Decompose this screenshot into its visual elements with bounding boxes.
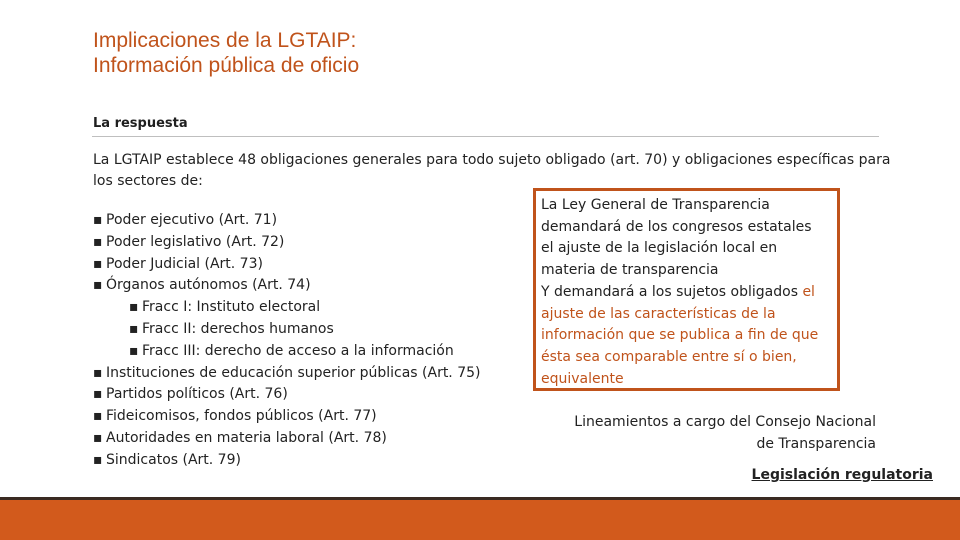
bullet-square-icon: ▪ (93, 233, 103, 250)
list-item-text: Instituciones de educación superior públicas (Art. 75) (106, 364, 481, 381)
lineamientos-note (546, 412, 876, 455)
bullet-square-icon: ▪ (93, 255, 103, 272)
bullet-square-icon: ▪ (93, 386, 103, 403)
list-item (93, 363, 481, 385)
list-item (93, 384, 481, 406)
callout-highlight-line: ajuste de las características de la (541, 305, 776, 322)
callout-box (533, 188, 840, 391)
list-item (93, 254, 481, 276)
list-item-text: Partidos políticos (Art. 76) (106, 386, 288, 403)
list-item-text: Poder legislativo (Art. 72) (106, 233, 285, 250)
bullet-square-icon: ▪ (93, 408, 103, 425)
subheading-divider (92, 136, 879, 137)
bullet-square-icon: ▪ (129, 320, 139, 337)
sector-bullet-list (93, 210, 481, 472)
list-item-text: Fracc I: Instituto electoral (142, 299, 321, 316)
callout-line: el ajuste de la legislación local en (541, 240, 778, 257)
callout-highlight-line: equivalente (541, 370, 624, 387)
list-item (93, 450, 481, 472)
bullet-square-icon: ▪ (93, 277, 103, 294)
bullet-square-icon: ▪ (93, 429, 103, 446)
callout-line: demandará de los congresos estatales (541, 218, 812, 235)
section-subheading: La respuesta (93, 116, 188, 131)
lineamientos-line-2: de Transparencia (756, 435, 876, 452)
sub-list-item (93, 297, 481, 319)
lineamientos-line-1: Lineamientos a cargo del Consejo Nacional (574, 414, 876, 430)
callout-highlight-line: ésta sea comparable entre sí o bien, (541, 348, 797, 365)
bullet-square-icon: ▪ (129, 342, 139, 359)
list-item-text: Poder ejecutivo (Art. 71) (106, 212, 278, 228)
list-item-text: Fracc III: derecho de acceso a la información (142, 342, 454, 359)
bullet-square-icon: ▪ (93, 364, 103, 381)
sub-list-item (93, 341, 481, 363)
callout-line: materia de transparencia (541, 262, 719, 279)
sub-list-item (93, 319, 481, 341)
callout-highlight: el (802, 283, 815, 300)
list-item-text: Sindicatos (Art. 79) (106, 451, 241, 468)
callout-line (541, 282, 837, 304)
bullet-square-icon: ▪ (129, 299, 139, 316)
callout-highlight-line: información que se publica a fin de que (541, 327, 819, 344)
footer-bar (0, 500, 960, 540)
list-item-text: Fideicomisos, fondos públicos (Art. 77) (106, 408, 377, 425)
list-item-text: Poder Judicial (Art. 73) (106, 255, 263, 272)
list-item (93, 210, 481, 232)
bullet-square-icon: ▪ (93, 451, 103, 468)
list-item (93, 406, 481, 428)
list-item-text: Órganos autónomos (Art. 74) (106, 277, 311, 294)
slide-title (93, 28, 359, 78)
slide-title-line-2: Información pública de oficio (93, 54, 360, 77)
slide-title-line-1: Implicaciones de la LGTAIP: (93, 29, 357, 52)
list-item (93, 232, 481, 254)
list-item (93, 275, 481, 297)
legislacion-regulatoria-link[interactable]: Legislación regulatoria (751, 467, 933, 483)
intro-paragraph: La LGTAIP establece 48 obligaciones generales para todo sujeto obligado (art. 70) y obligaciones específicas para los sectores de: (93, 152, 891, 189)
callout-line: La Ley General de Transparencia (541, 197, 770, 213)
list-item-text: Fracc II: derechos humanos (142, 320, 334, 337)
callout-text: Y demandará a los sujetos obligados (541, 283, 798, 300)
list-item-text: Autoridades en materia laboral (Art. 78) (106, 429, 387, 446)
list-item (93, 428, 481, 450)
bullet-square-icon: ▪ (93, 212, 103, 228)
